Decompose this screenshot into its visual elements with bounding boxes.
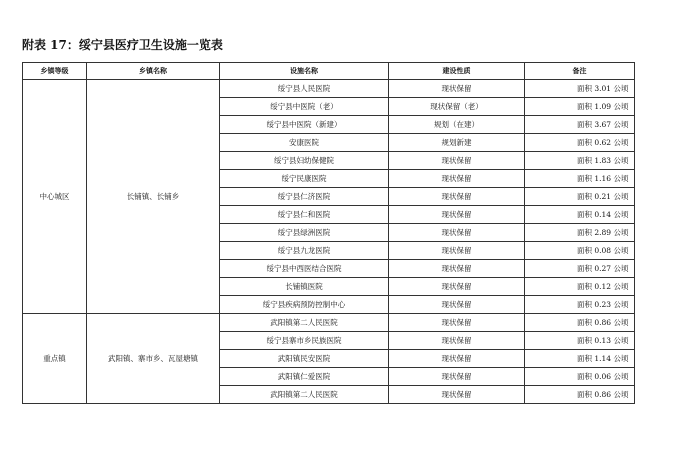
construction-nature-cell: 现状保留	[389, 188, 525, 206]
construction-nature-cell: 现状保留	[389, 206, 525, 224]
facilities-table	[22, 62, 635, 404]
construction-nature-cell: 现状保留	[389, 368, 525, 386]
construction-nature-cell: 现状保留	[389, 260, 525, 278]
construction-nature-cell: 现状保留（老）	[389, 98, 525, 116]
construction-nature-cell: 现状保留	[389, 314, 525, 332]
construction-nature-cell: 现状保留	[389, 242, 525, 260]
note-cell: 面积 0.08 公顷	[525, 242, 635, 260]
facility-name-cell: 绥宁县中西医结合医院	[220, 260, 389, 278]
facility-name-cell: 武阳镇第二人民医院	[220, 386, 389, 404]
facility-name-cell: 武阳镇民安医院	[220, 350, 389, 368]
construction-nature-cell: 现状保留	[389, 152, 525, 170]
note-cell: 面积 1.83 公顷	[525, 152, 635, 170]
town-level-cell: 中心城区	[23, 80, 87, 314]
header-nature: 建设性质	[389, 63, 525, 80]
header-level: 乡镇等级	[23, 63, 87, 80]
facility-name-cell: 绥宁县中医院（老）	[220, 98, 389, 116]
facility-name-cell: 武阳镇仁爱医院	[220, 368, 389, 386]
note-cell: 面积 0.62 公顷	[525, 134, 635, 152]
note-cell: 面积 1.16 公顷	[525, 170, 635, 188]
facility-name-cell: 绥宁民康医院	[220, 170, 389, 188]
table-row	[23, 80, 635, 98]
table-row	[23, 314, 635, 332]
construction-nature-cell: 现状保留	[389, 80, 525, 98]
construction-nature-cell: 现状保留	[389, 224, 525, 242]
facility-name-cell: 绥宁县疾病预防控制中心	[220, 296, 389, 314]
table-header-row	[23, 63, 635, 80]
facility-name-cell: 绥宁县妇幼保健院	[220, 152, 389, 170]
note-cell: 面积 1.09 公顷	[525, 98, 635, 116]
header-town: 乡镇名称	[87, 63, 220, 80]
note-cell: 面积 0.06 公顷	[525, 368, 635, 386]
note-cell: 面积 3.67 公顷	[525, 116, 635, 134]
town-name-cell: 长铺镇、长铺乡	[87, 80, 220, 314]
construction-nature-cell: 规划（在建）	[389, 116, 525, 134]
header-facility: 设施名称	[220, 63, 389, 80]
note-cell: 面积 0.12 公顷	[525, 278, 635, 296]
note-cell: 面积 1.14 公顷	[525, 350, 635, 368]
note-cell: 面积 0.86 公顷	[525, 314, 635, 332]
header-note: 备注	[525, 63, 635, 80]
construction-nature-cell: 现状保留	[389, 386, 525, 404]
note-cell: 面积 0.14 公顷	[525, 206, 635, 224]
facility-name-cell: 绥宁县仁济医院	[220, 188, 389, 206]
facility-name-cell: 绥宁县寨市乡民族医院	[220, 332, 389, 350]
page-title: 附表 17：绥宁县医疗卫生设施一览表	[22, 38, 223, 52]
facility-name-cell: 绥宁县中医院（新建）	[220, 116, 389, 134]
note-cell: 面积 0.21 公顷	[525, 188, 635, 206]
note-cell: 面积 0.23 公顷	[525, 296, 635, 314]
facility-name-cell: 绥宁县九龙医院	[220, 242, 389, 260]
facility-name-cell: 长铺镇医院	[220, 278, 389, 296]
note-cell: 面积 0.27 公顷	[525, 260, 635, 278]
construction-nature-cell: 规划新建	[389, 134, 525, 152]
note-cell: 面积 0.86 公顷	[525, 386, 635, 404]
note-cell: 面积 3.01 公顷	[525, 80, 635, 98]
construction-nature-cell: 现状保留	[389, 170, 525, 188]
facility-name-cell: 绥宁县人民医院	[220, 80, 389, 98]
facility-name-cell: 绥宁县仁和医院	[220, 206, 389, 224]
construction-nature-cell: 现状保留	[389, 278, 525, 296]
table-body	[23, 80, 635, 404]
construction-nature-cell: 现状保留	[389, 332, 525, 350]
construction-nature-cell: 现状保留	[389, 296, 525, 314]
note-cell: 面积 2.89 公顷	[525, 224, 635, 242]
town-level-cell: 重点镇	[23, 314, 87, 404]
facility-name-cell: 武阳镇第二人民医院	[220, 314, 389, 332]
note-cell: 面积 0.13 公顷	[525, 332, 635, 350]
construction-nature-cell: 现状保留	[389, 350, 525, 368]
town-name-cell: 武阳镇、寨市乡、瓦屋塘镇	[87, 314, 220, 404]
facility-name-cell: 绥宁县绿洲医院	[220, 224, 389, 242]
facility-name-cell: 安康医院	[220, 134, 389, 152]
